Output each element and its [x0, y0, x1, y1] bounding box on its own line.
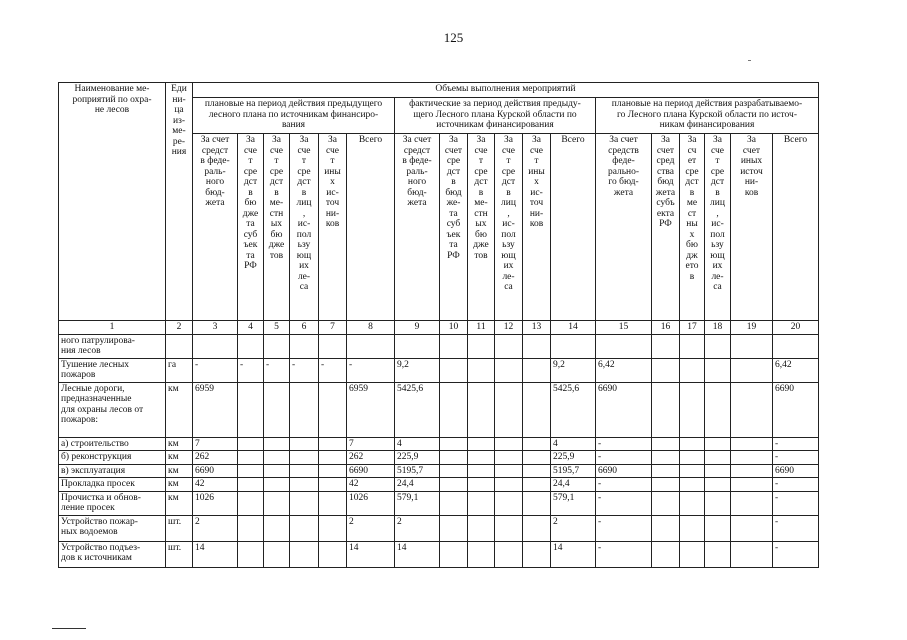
row-value	[680, 451, 705, 465]
row-value	[652, 464, 680, 478]
row-value	[319, 451, 347, 465]
row-value	[680, 491, 705, 515]
table-row	[59, 358, 819, 382]
row-value	[468, 437, 495, 451]
row-unit: шт.	[166, 515, 193, 541]
row-value: -	[596, 451, 652, 465]
row-value	[705, 451, 731, 465]
row-value	[468, 478, 495, 492]
header-g1-source-2: За сче т сре дст в бю дже та суб ъек та РФ	[238, 134, 264, 321]
row-label: Устройство подъез- дов к источникам	[59, 541, 166, 567]
column-number: 11	[468, 321, 495, 335]
row-value	[440, 515, 468, 541]
row-label: Прочистка и обнов- ление просек	[59, 491, 166, 515]
row-value	[495, 451, 523, 465]
row-value: 2	[193, 515, 238, 541]
row-value	[523, 515, 551, 541]
row-value: 14	[193, 541, 238, 567]
row-value	[468, 491, 495, 515]
row-value	[290, 464, 319, 478]
row-value	[238, 464, 264, 478]
row-value: 24,4	[551, 478, 596, 492]
table-row	[59, 382, 819, 437]
row-value: 14	[551, 541, 596, 567]
row-value	[264, 491, 290, 515]
row-value	[680, 478, 705, 492]
row-value	[319, 491, 347, 515]
table-row	[59, 491, 819, 515]
header-g3-source-3: За сч ет сре дст в ме ст ны х бю дж ето в	[680, 134, 705, 321]
row-value	[468, 334, 495, 358]
row-value	[495, 541, 523, 567]
row-value	[495, 491, 523, 515]
row-value	[731, 334, 773, 358]
row-value	[264, 478, 290, 492]
row-value	[680, 515, 705, 541]
row-value: 225,9	[395, 451, 440, 465]
row-value	[468, 382, 495, 437]
row-value	[238, 451, 264, 465]
row-unit: га	[166, 358, 193, 382]
row-label: Прокладка просек	[59, 478, 166, 492]
forest-protection-table	[58, 82, 819, 568]
row-value: 262	[193, 451, 238, 465]
row-value	[652, 478, 680, 492]
row-value	[731, 451, 773, 465]
row-unit: км	[166, 451, 193, 465]
row-value	[495, 464, 523, 478]
row-unit: км	[166, 478, 193, 492]
row-value	[193, 334, 238, 358]
row-value	[319, 382, 347, 437]
row-unit: шт.	[166, 541, 193, 567]
table-row	[59, 478, 819, 492]
row-value	[468, 464, 495, 478]
row-value	[238, 541, 264, 567]
header-g2-source-6: Всего	[551, 134, 596, 321]
row-unit: км	[166, 382, 193, 437]
row-value: 42	[193, 478, 238, 492]
row-value	[523, 334, 551, 358]
header-unit: Еди ни- ца из- ме- ре- ния	[166, 83, 193, 321]
row-value	[652, 541, 680, 567]
row-value: -	[773, 515, 819, 541]
row-value	[680, 464, 705, 478]
row-value	[523, 451, 551, 465]
row-value: 24,4	[395, 478, 440, 492]
column-number: 8	[347, 321, 395, 335]
column-number: 14	[551, 321, 596, 335]
column-number: 1	[59, 321, 166, 335]
column-number: 19	[731, 321, 773, 335]
header-group-planned-new: плановые на период действия разрабатываемо- го Лесного плана Курской области по источ- никам финансирования	[596, 98, 819, 134]
row-value	[731, 358, 773, 382]
row-value: 7	[347, 437, 395, 451]
row-value: 4	[551, 437, 596, 451]
footnote-rule	[52, 628, 86, 629]
row-value	[523, 358, 551, 382]
row-label: а) строительство	[59, 437, 166, 451]
row-value	[523, 437, 551, 451]
row-value: -	[596, 541, 652, 567]
row-value	[264, 437, 290, 451]
row-value	[290, 515, 319, 541]
row-value: 9,2	[551, 358, 596, 382]
row-value	[705, 515, 731, 541]
row-value	[652, 515, 680, 541]
column-number: 9	[395, 321, 440, 335]
row-value	[495, 437, 523, 451]
row-value	[440, 358, 468, 382]
row-value: -	[773, 478, 819, 492]
row-value: 9,2	[395, 358, 440, 382]
row-value: 6690	[773, 464, 819, 478]
row-value	[290, 382, 319, 437]
row-value	[652, 437, 680, 451]
row-value	[523, 382, 551, 437]
row-value: 14	[395, 541, 440, 567]
row-value	[319, 464, 347, 478]
row-value	[264, 382, 290, 437]
row-value	[495, 382, 523, 437]
row-value: 6,42	[773, 358, 819, 382]
row-value	[705, 334, 731, 358]
row-value: 6690	[596, 464, 652, 478]
row-value	[440, 382, 468, 437]
row-value: -	[773, 491, 819, 515]
row-value	[652, 334, 680, 358]
header-g2-source-4: За сче т сре дст в лиц , ис- пол ьзу ющ их ле- са	[495, 134, 523, 321]
header-group-actual-previous: фактические за период действия предыду- щего Лесного плана Курской области по источникам финансирования	[395, 98, 596, 134]
row-value	[523, 491, 551, 515]
header-g2-source-3: За сче т сре дст в ме- стн ых бю дже тов	[468, 134, 495, 321]
row-value: 7	[193, 437, 238, 451]
row-value: 2	[347, 515, 395, 541]
row-value: -	[347, 358, 395, 382]
column-number: 18	[705, 321, 731, 335]
header-g1-source-5: За сче т ины х ис- точ ни- ков	[319, 134, 347, 321]
row-value: -	[773, 437, 819, 451]
row-value: 14	[347, 541, 395, 567]
row-value: 1026	[193, 491, 238, 515]
row-value: 6690	[596, 382, 652, 437]
row-value	[319, 437, 347, 451]
row-label: ного патрулирова- ния лесов	[59, 334, 166, 358]
column-number: 2	[166, 321, 193, 335]
row-value	[440, 478, 468, 492]
row-label: Тушение лесных пожаров	[59, 358, 166, 382]
row-value	[705, 464, 731, 478]
row-value	[468, 541, 495, 567]
row-value: 6959	[347, 382, 395, 437]
row-value: 1026	[347, 491, 395, 515]
row-value: 4	[395, 437, 440, 451]
header-g2-source-1: За счет средст в феде- раль- ного бюд- жета	[395, 134, 440, 321]
row-value	[523, 541, 551, 567]
row-value	[264, 464, 290, 478]
header-activity-name: Наименование ме- роприятий по охра- не лесов	[59, 83, 166, 321]
row-value	[440, 451, 468, 465]
column-number: 6	[290, 321, 319, 335]
row-value: -	[264, 358, 290, 382]
row-unit: км	[166, 437, 193, 451]
row-value	[495, 478, 523, 492]
row-value: 6690	[773, 382, 819, 437]
row-value: 5425,6	[395, 382, 440, 437]
row-unit: км	[166, 464, 193, 478]
row-value	[440, 464, 468, 478]
header-g3-source-4: За сче т сре дст в лиц , ис- пол ьзу ющ их ле- са	[705, 134, 731, 321]
row-value: -	[773, 541, 819, 567]
row-value	[731, 478, 773, 492]
header-g2-source-2: За счет сре дст в бюд же- та суб ъек та РФ	[440, 134, 468, 321]
row-value	[319, 478, 347, 492]
table-row	[59, 451, 819, 465]
column-number: 5	[264, 321, 290, 335]
column-number: 4	[238, 321, 264, 335]
row-value	[290, 491, 319, 515]
row-value	[652, 491, 680, 515]
row-value: 579,1	[395, 491, 440, 515]
row-value: -	[290, 358, 319, 382]
row-value	[319, 541, 347, 567]
row-value	[347, 334, 395, 358]
header-g3-source-2: За счет сред ства бюд жета субъ екта РФ	[652, 134, 680, 321]
row-value	[395, 334, 440, 358]
page-number: 125	[443, 30, 464, 45]
header-g3-source-1: За счет средств феде- рально- го бюд- жета	[596, 134, 652, 321]
header-group-planned-previous: плановые на период действия предыдущего лесного плана по источникам финансиро- вания	[193, 98, 395, 134]
row-value	[652, 358, 680, 382]
row-value: 579,1	[551, 491, 596, 515]
row-value	[680, 334, 705, 358]
row-value	[495, 334, 523, 358]
row-value	[705, 491, 731, 515]
row-value	[468, 515, 495, 541]
row-value	[495, 515, 523, 541]
table-row	[59, 464, 819, 478]
column-number: 20	[773, 321, 819, 335]
row-value	[680, 437, 705, 451]
header-g1-source-6: Всего	[347, 134, 395, 321]
row-value	[290, 334, 319, 358]
row-value	[680, 541, 705, 567]
row-value	[551, 334, 596, 358]
row-value	[731, 491, 773, 515]
row-value	[440, 491, 468, 515]
header-g1-source-4: За сче т сре дст в лиц , ис- пол ьзу ющ их ле- са	[290, 134, 319, 321]
column-number: 13	[523, 321, 551, 335]
row-value	[440, 437, 468, 451]
row-value	[238, 334, 264, 358]
column-number: 12	[495, 321, 523, 335]
row-value	[264, 451, 290, 465]
column-number: 10	[440, 321, 468, 335]
row-value	[264, 515, 290, 541]
row-unit: км	[166, 491, 193, 515]
row-value	[596, 334, 652, 358]
column-number: 7	[319, 321, 347, 335]
row-value: 42	[347, 478, 395, 492]
row-value: 6,42	[596, 358, 652, 382]
row-value: 2	[551, 515, 596, 541]
row-value	[238, 515, 264, 541]
table-row	[59, 541, 819, 567]
row-value	[652, 382, 680, 437]
table-row	[59, 437, 819, 451]
row-value	[731, 464, 773, 478]
table-row	[59, 515, 819, 541]
row-value	[731, 382, 773, 437]
row-value: -	[238, 358, 264, 382]
row-label: в) эксплуатация	[59, 464, 166, 478]
row-value: 6690	[193, 464, 238, 478]
row-value	[705, 358, 731, 382]
row-value: 5195,7	[551, 464, 596, 478]
row-value	[705, 541, 731, 567]
table-row	[59, 334, 819, 358]
row-label: Лесные дороги, предназначенные для охраны лесов от пожаров:	[59, 382, 166, 437]
row-value: 6959	[193, 382, 238, 437]
row-value	[290, 541, 319, 567]
row-value: -	[773, 451, 819, 465]
row-value	[680, 382, 705, 437]
row-value: 5195,7	[395, 464, 440, 478]
row-value	[731, 541, 773, 567]
row-label: Устройство пожар- ных водоемов	[59, 515, 166, 541]
row-value	[495, 358, 523, 382]
row-value	[319, 515, 347, 541]
row-value	[264, 334, 290, 358]
row-value	[468, 358, 495, 382]
column-number: 3	[193, 321, 238, 335]
row-value: -	[319, 358, 347, 382]
row-value	[705, 382, 731, 437]
row-label: б) реконструкция	[59, 451, 166, 465]
row-value: -	[596, 437, 652, 451]
row-value: 5425,6	[551, 382, 596, 437]
column-number: 17	[680, 321, 705, 335]
header-g3-source-6: Всего	[773, 134, 819, 321]
row-value	[523, 478, 551, 492]
row-value: -	[596, 491, 652, 515]
row-value	[290, 437, 319, 451]
row-value	[264, 541, 290, 567]
row-unit	[166, 334, 193, 358]
row-value	[705, 437, 731, 451]
row-value: -	[596, 515, 652, 541]
row-value	[238, 478, 264, 492]
row-value	[773, 334, 819, 358]
row-value: -	[596, 478, 652, 492]
row-value	[290, 451, 319, 465]
row-value	[319, 334, 347, 358]
row-value	[440, 334, 468, 358]
header-g1-source-3: За сче т сре дст в ме- стн ых бю дже тов	[264, 134, 290, 321]
row-value: 6690	[347, 464, 395, 478]
row-value	[238, 491, 264, 515]
row-value	[705, 478, 731, 492]
row-value	[731, 437, 773, 451]
row-value	[290, 478, 319, 492]
scan-speck	[748, 60, 751, 61]
header-volumes: Объемы выполнения мероприятий	[193, 83, 819, 98]
header-g3-source-5: За счет иных источ ни- ков	[731, 134, 773, 321]
header-g2-source-5: За сче т ины х ис- точ ни- ков	[523, 134, 551, 321]
column-number: 15	[596, 321, 652, 335]
row-value: 2	[395, 515, 440, 541]
row-value	[238, 382, 264, 437]
row-value	[440, 541, 468, 567]
row-value	[680, 358, 705, 382]
header-g1-source-1: За счет средст в феде- раль- ного бюд- жета	[193, 134, 238, 321]
row-value	[468, 451, 495, 465]
row-value	[238, 437, 264, 451]
row-value: 262	[347, 451, 395, 465]
row-value: -	[193, 358, 238, 382]
row-value	[731, 515, 773, 541]
row-value: 225,9	[551, 451, 596, 465]
column-number: 16	[652, 321, 680, 335]
row-value	[652, 451, 680, 465]
row-value	[523, 464, 551, 478]
